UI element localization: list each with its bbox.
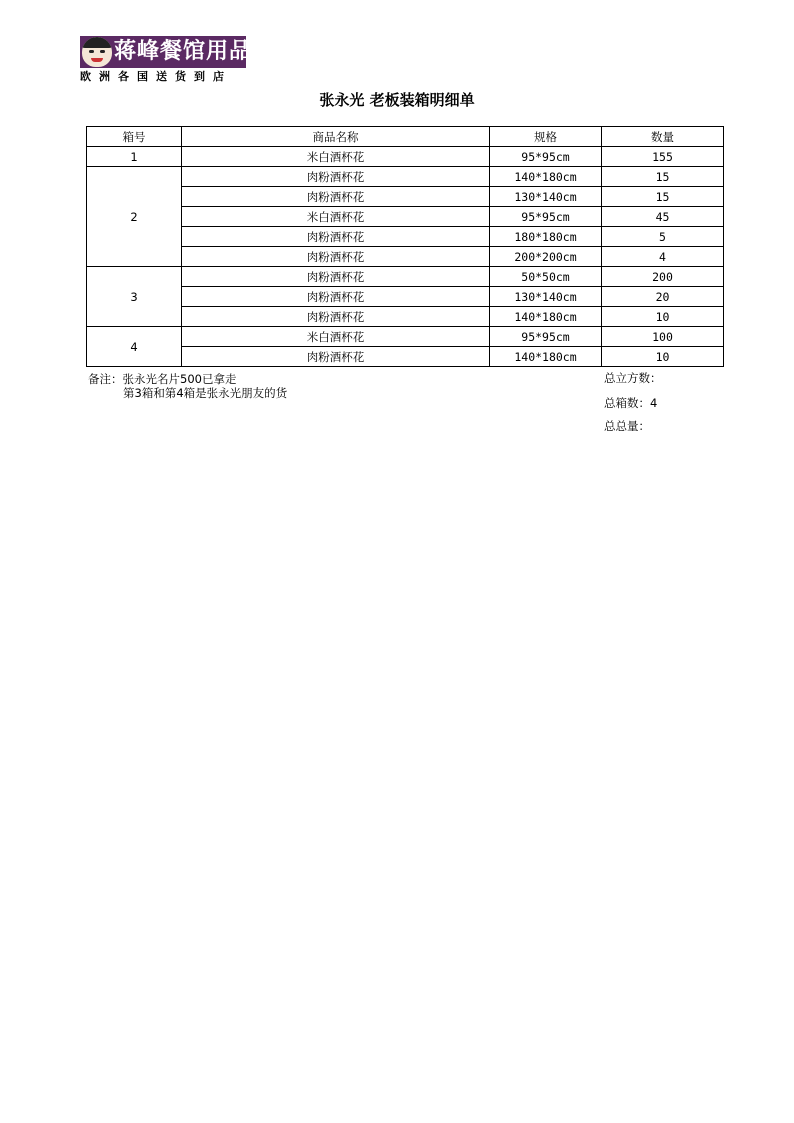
quantity-cell: 200: [602, 267, 724, 287]
quantity-cell: 10: [602, 307, 724, 327]
chef-portrait-icon: [82, 37, 112, 67]
product-name-cell: 肉粉酒杯花: [182, 167, 490, 187]
box-number-cell: 3: [87, 267, 182, 327]
remarks: [88, 372, 287, 400]
spec-cell: 200*200cm: [490, 247, 602, 267]
table-row: [87, 187, 724, 207]
product-name-cell: 肉粉酒杯花: [182, 267, 490, 287]
product-name-cell: 米白酒杯花: [182, 327, 490, 347]
table-row: [87, 207, 724, 227]
product-name-cell: 肉粉酒杯花: [182, 347, 490, 367]
document-title: 张永光 老板装箱明细单: [319, 91, 475, 109]
spec-cell: 130*140cm: [490, 187, 602, 207]
spec-cell: 140*180cm: [490, 167, 602, 187]
spec-cell: 95*95cm: [490, 327, 602, 347]
remarks-line-2: 第3箱和第4箱是张永光朋友的货: [123, 386, 288, 400]
quantity-cell: 5: [602, 227, 724, 247]
spec-cell: 140*180cm: [490, 347, 602, 367]
spec-cell: 140*180cm: [490, 307, 602, 327]
table-header-row: [87, 127, 724, 147]
spec-cell: 130*140cm: [490, 287, 602, 307]
spec-cell: 95*95cm: [490, 147, 602, 167]
table-row: [87, 247, 724, 267]
table-row: [87, 167, 724, 187]
packing-list-table: [86, 126, 724, 367]
total-weight: 总总量：: [604, 419, 650, 433]
quantity-cell: 10: [602, 347, 724, 367]
quantity-cell: 45: [602, 207, 724, 227]
header-spec: 规格: [490, 127, 602, 147]
total-volume: 总立方数：: [604, 371, 662, 385]
product-name-cell: 米白酒杯花: [182, 147, 490, 167]
table-row: [87, 347, 724, 367]
quantity-cell: 155: [602, 147, 724, 167]
header-product: 商品名称: [182, 127, 490, 147]
product-name-cell: 肉粉酒杯花: [182, 287, 490, 307]
table-row: [87, 227, 724, 247]
logo-subtitle: 欧洲各国送货到店: [80, 70, 232, 83]
table-row: [87, 327, 724, 347]
product-name-cell: 肉粉酒杯花: [182, 307, 490, 327]
logo-band: [80, 36, 253, 68]
table-row: [87, 267, 724, 287]
spec-cell: 50*50cm: [490, 267, 602, 287]
remarks-line-1: 张永光名片500已拿走: [122, 372, 237, 386]
spec-cell: 95*95cm: [490, 207, 602, 227]
quantity-cell: 15: [602, 187, 724, 207]
table-row: [87, 307, 724, 327]
quantity-cell: 100: [602, 327, 724, 347]
product-name-cell: 肉粉酒杯花: [182, 187, 490, 207]
box-number-cell: 2: [87, 167, 182, 267]
box-number-cell: 1: [87, 147, 182, 167]
product-name-cell: 肉粉酒杯花: [182, 247, 490, 267]
product-name-cell: 米白酒杯花: [182, 207, 490, 227]
header-qty: 数量: [602, 127, 724, 147]
logo-title: 蒋峰餐馆用品: [114, 39, 253, 64]
header-box: 箱号: [87, 127, 182, 147]
product-name-cell: 肉粉酒杯花: [182, 227, 490, 247]
spec-cell: 180*180cm: [490, 227, 602, 247]
quantity-cell: 15: [602, 167, 724, 187]
quantity-cell: 20: [602, 287, 724, 307]
table-row: [87, 147, 724, 167]
total-boxes: 总箱数：4: [604, 396, 658, 410]
box-number-cell: 4: [87, 327, 182, 367]
quantity-cell: 4: [602, 247, 724, 267]
table-row: [87, 287, 724, 307]
remarks-label: 备注：: [88, 372, 123, 386]
company-logo: [80, 36, 253, 84]
